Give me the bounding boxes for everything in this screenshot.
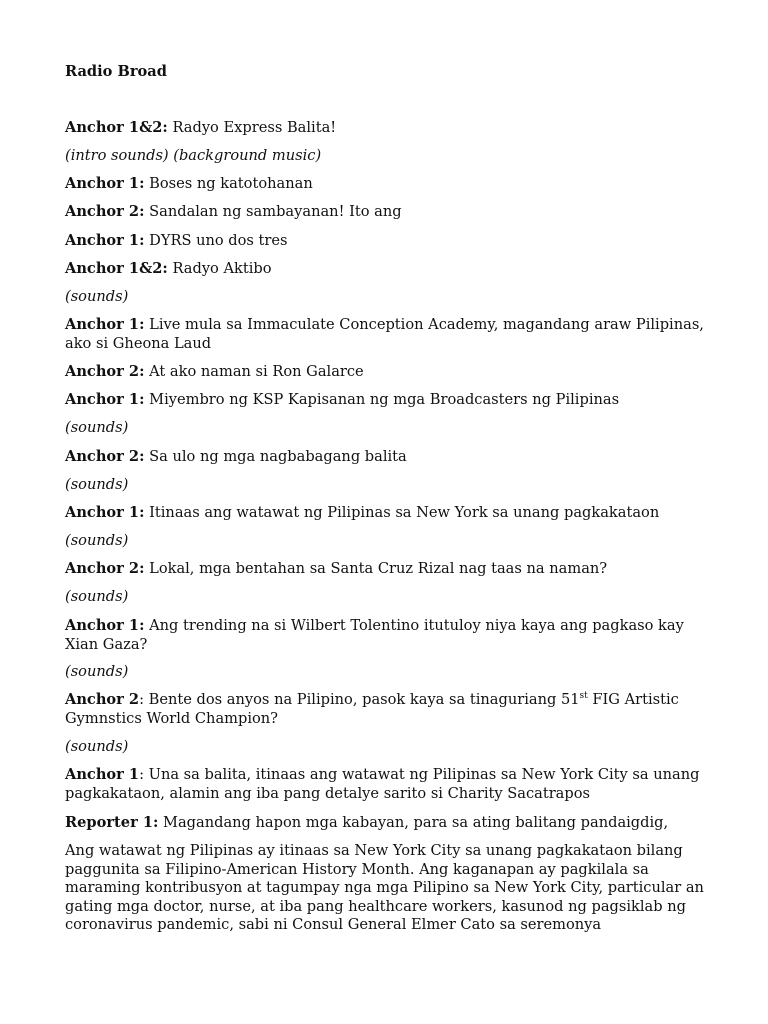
script-line (65, 316, 705, 353)
stage-direction: (sounds) (65, 588, 129, 605)
script-line (65, 175, 705, 194)
line-text: Sandalan ng sambayanan! Ito ang (144, 203, 402, 220)
speaker-label: Anchor 1: (65, 175, 145, 192)
line-text: : Una sa balita, itinaas ang watawat ng Pilipinas sa New York City sa unang pagkakataon, alamin ang iba pang detalye sarito si Charity Sacatrapos (65, 766, 700, 802)
script-line (65, 363, 705, 382)
script-line (65, 617, 705, 654)
speaker-label: Anchor 1: (65, 391, 145, 408)
stage-direction: (intro sounds) (background music) (65, 147, 322, 164)
document-title: Radio Broad (65, 63, 167, 80)
line-text: Radyo Express Balita! (167, 119, 337, 136)
speaker-label: Anchor 1: (65, 232, 145, 249)
line-text: Ang trending na si Wilbert Tolentino itutuloy niya kaya ang pagkaso kay Xian Gaza? (65, 617, 684, 653)
script-line (65, 119, 705, 138)
script-line (65, 691, 705, 728)
line-text: At ako naman si Ron Galarce (144, 363, 364, 380)
stage-direction: (sounds) (65, 476, 129, 493)
line-text: Boses ng katotohanan (144, 175, 313, 192)
speaker-label: Anchor 2: (65, 560, 145, 577)
speaker-label: Anchor 2: (65, 448, 145, 465)
ordinal-suffix: st (579, 691, 588, 701)
line-text: Lokal, mga bentahan sa Santa Cruz Rizal nag taas na naman? (144, 560, 608, 577)
speaker-label: Anchor 1 (65, 766, 140, 783)
speaker-label: Anchor 1: (65, 504, 145, 521)
speaker-label: Anchor 1&2: (65, 119, 168, 136)
speaker-label: Anchor 1: (65, 316, 145, 333)
script-line (65, 203, 705, 222)
line-text: Miyembro ng KSP Kapisanan ng mga Broadcasters ng Pilipinas (144, 391, 620, 408)
stage-direction: (sounds) (65, 663, 129, 680)
line-text: Live mula sa Immaculate Conception Academy, magandang araw Pilipinas, ako si Gheona Laud (65, 316, 704, 352)
script-line (65, 504, 705, 523)
script-line (65, 448, 705, 467)
line-text: Sa ulo ng mga nagbabagang balita (144, 448, 407, 465)
script-line (65, 260, 705, 279)
speaker-label: Anchor 2: (65, 363, 145, 380)
line-text: DYRS uno dos tres (144, 232, 288, 249)
script-line (65, 560, 705, 579)
stage-direction: (sounds) (65, 288, 129, 305)
report-paragraph: Ang watawat ng Pilipinas ay itinaas sa New York City sa unang pagkakataon bilang paggunita sa Filipino-American History Month. Ang kaganapan ay pagkilala sa maraming kontribusyon at tagumpay nga mga Pilipino sa New York City, particular an gating mga doctor, nurse, at iba pang healthcare workers, kasunod ng pagsiklab ng coronavirus pandemic, sabi ni Consul General Elmer Cato sa seremonya (65, 842, 704, 933)
stage-direction: (sounds) (65, 419, 129, 436)
speaker-label: Anchor 1&2: (65, 260, 168, 277)
speaker-label: Anchor 2 (65, 691, 140, 708)
line-text: Itinaas ang watawat ng Pilipinas sa New York sa unang pagkakataon (144, 504, 660, 521)
script-line (65, 232, 705, 251)
line-text: Magandang hapon mga kabayan, para sa ating balitang pandaigdig, (158, 814, 669, 831)
stage-direction: (sounds) (65, 532, 129, 549)
speaker-label: Anchor 2: (65, 203, 145, 220)
line-text-continued: FIG Artistic Gymnstics World Champion? (65, 691, 679, 727)
stage-direction: (sounds) (65, 738, 129, 755)
script-line (65, 814, 705, 833)
script-line (65, 391, 705, 410)
script-line (65, 766, 705, 803)
speaker-label: Reporter 1: (65, 814, 159, 831)
speaker-label: Anchor 1: (65, 617, 145, 634)
line-text: Radyo Aktibo (167, 260, 272, 277)
line-text: : Bente dos anyos na Pilipino, pasok kaya sa tinaguriang 51 (139, 691, 580, 708)
